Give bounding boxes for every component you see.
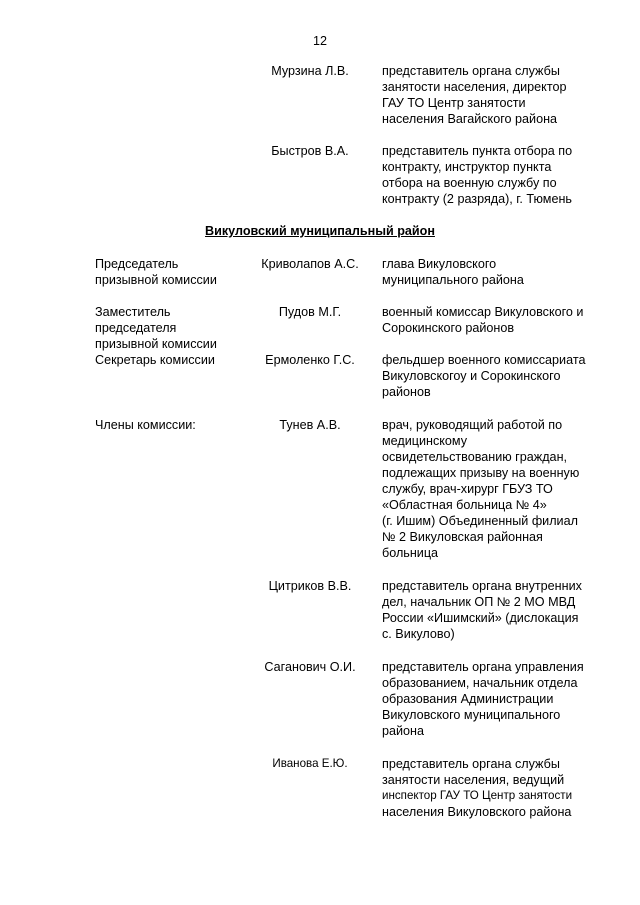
member-role: Председатель призывной комиссии [95, 257, 217, 287]
member-description: представитель органа внутренних дел, начальник ОП № 2 МО МВД России «Ишимский» (дислокация с. Викулово) [382, 579, 582, 641]
member-name: Пудов М.Г. [278, 305, 342, 319]
member-description: представитель пункта отбора по контракту, инструктор пункта отбора на военную службу по контракту (2 разряда), г. Тюмень [382, 144, 573, 206]
member-name: Иванова Е.Ю. [272, 757, 348, 770]
member-description: военный комиссар Викуловского и Сорокинского районов [382, 305, 584, 335]
member-role: Секретарь комиссии [95, 353, 215, 367]
member-description: фельдшер военного комиссариата Викуловскогоу и Сорокинского районов [382, 353, 586, 399]
member-name: Ермоленко Г.С. [265, 353, 355, 367]
page-number: 12 [312, 34, 327, 48]
member-name: Мурзина Л.В. [271, 64, 349, 78]
member-name: Цитриков В.В. [268, 579, 352, 593]
member-description: представитель органа службы занятости населения, ведущий инспектор ГАУ ТО Центр занятости населения Викуловского района [382, 757, 573, 819]
member-description: представитель органа службы занятости населения, директор ГАУ ТО Центр занятости населения Вагайского района [382, 64, 567, 126]
member-name: Криволапов А.С. [261, 257, 359, 271]
member-name: Быстров В.А. [271, 144, 349, 158]
member-role: Заместитель председателя призывной комиссии [95, 305, 217, 351]
member-description: глава Викуловского муниципального района [382, 257, 524, 287]
member-role: Члены комиссии: [95, 418, 196, 432]
member-name: Тунев А.В. [279, 418, 341, 432]
member-name: Саганович О.И. [264, 660, 356, 674]
member-description: врач, руководящий работой по медицинскому освидетельствованию граждан, подлежащих призыву на военную службу, врач-хирург ГБУЗ ТО «Областная больница № 4» (г. Ишим) Объединенный филиал № 2 Викуловская районная больница [382, 418, 580, 560]
section-title: Викуловский муниципальный район [205, 224, 435, 238]
member-description: представитель органа управления образованием, начальник отдела образования Администрации Викуловского муниципального района [382, 660, 584, 738]
